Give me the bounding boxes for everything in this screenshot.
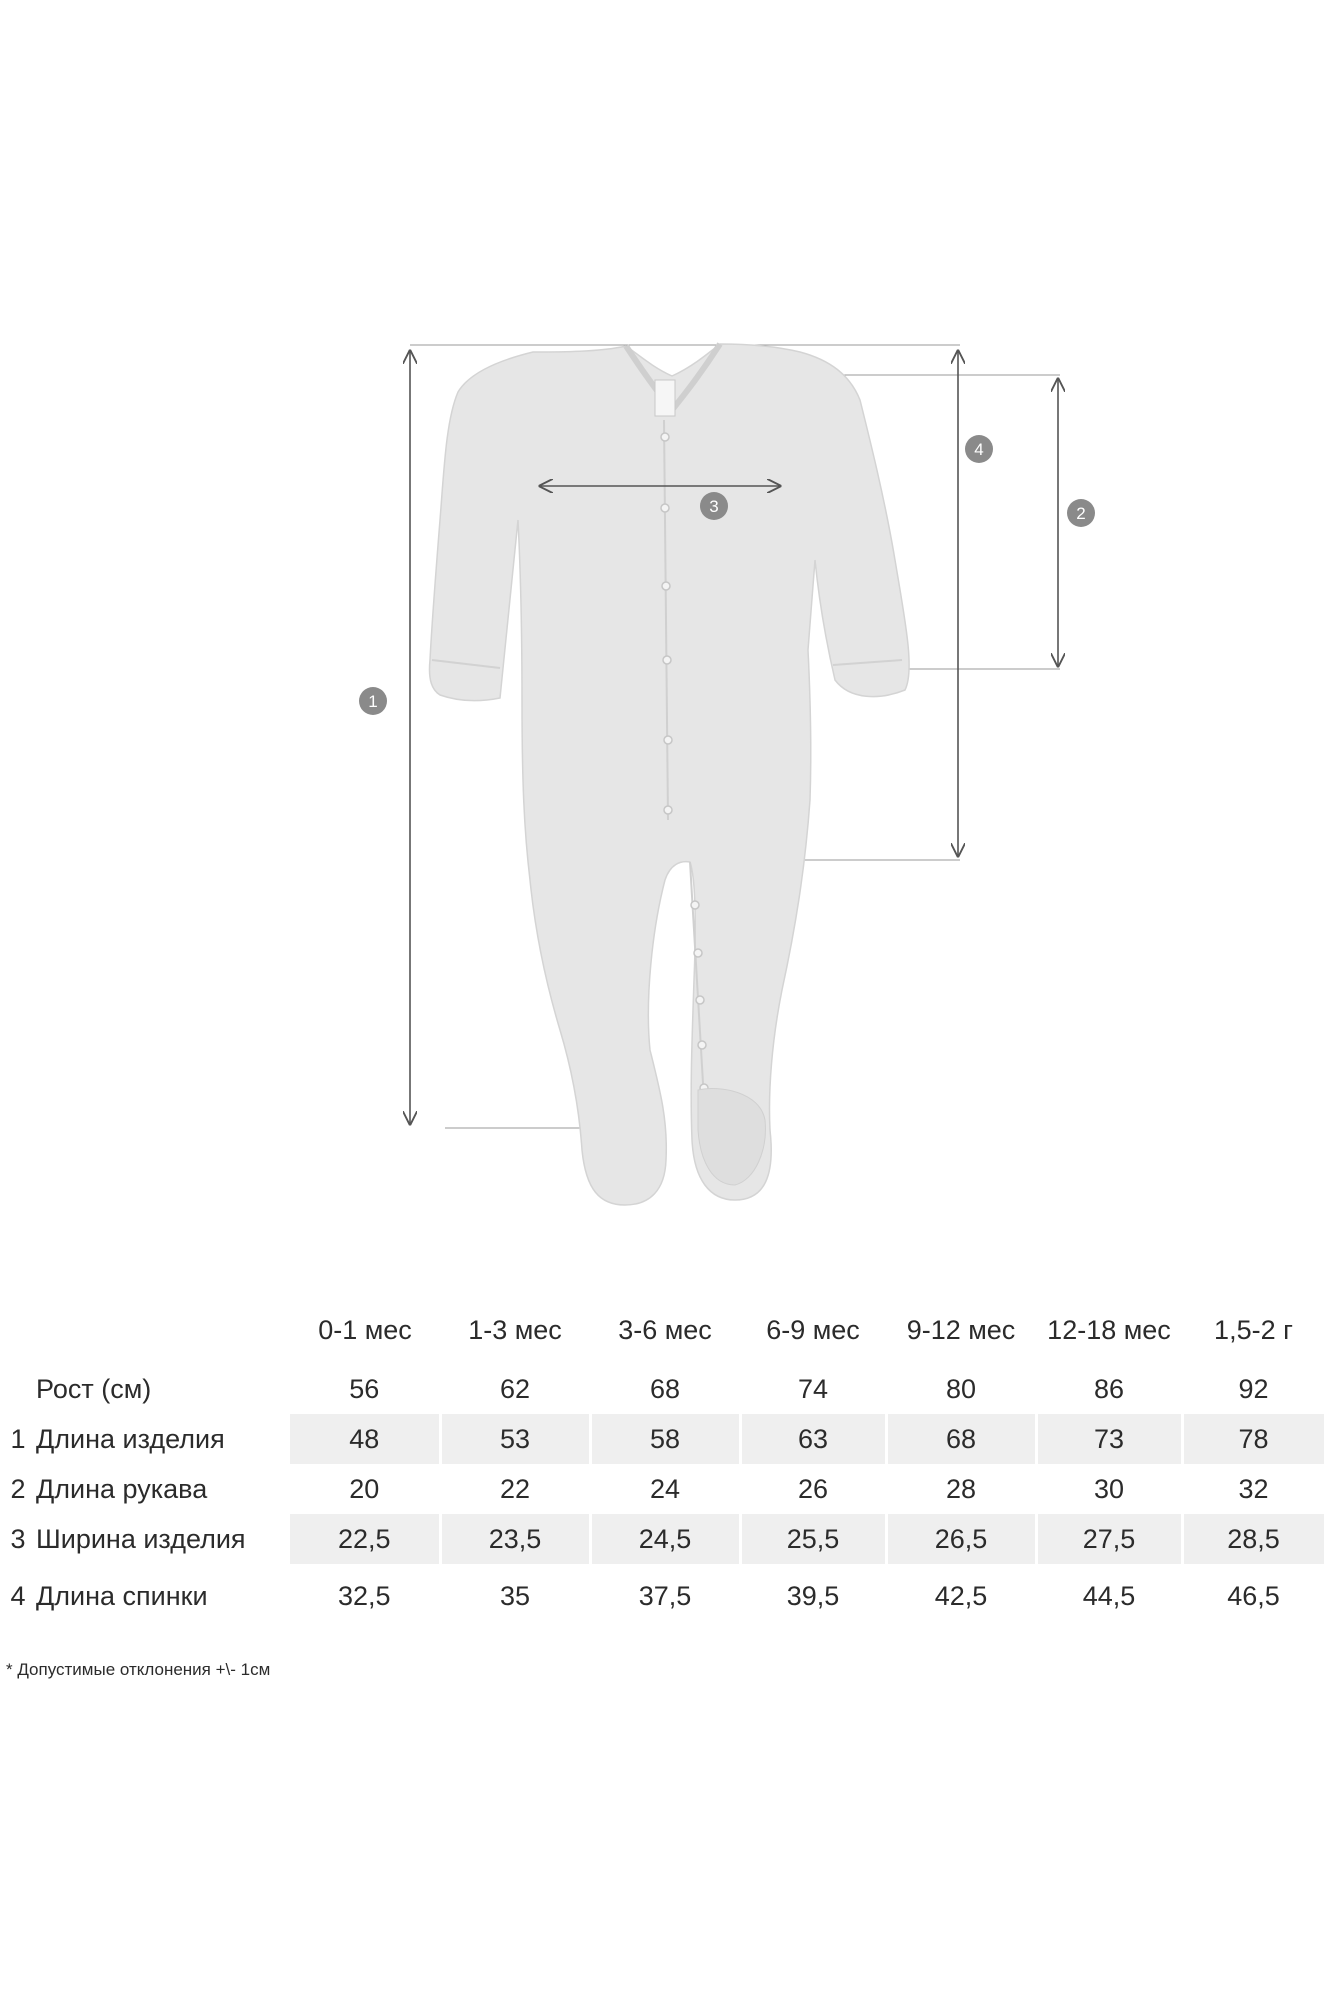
table-row-back-length (0, 1564, 1325, 1628)
marker-2 (1067, 499, 1095, 527)
garment-label-tag (655, 380, 675, 416)
table-cell: 86 (1036, 1364, 1182, 1414)
table-cell: 22 (440, 1464, 590, 1514)
table-row-width (0, 1514, 1325, 1564)
table-cell: 32,5 (290, 1564, 440, 1628)
size-column-header: 9-12 мес (906, 1314, 1016, 1345)
table-cell: 63 (740, 1414, 886, 1464)
size-column-header: 6-9 мес (766, 1314, 860, 1345)
table-cell: 25,5 (740, 1514, 886, 1564)
table-cell: 44,5 (1036, 1564, 1182, 1628)
table-cell: 20 (290, 1464, 440, 1514)
row-number: 1 (10, 1423, 26, 1454)
table-cell: 62 (440, 1364, 590, 1414)
row-label: Длина рукава (36, 1473, 208, 1504)
table-cell: 24 (590, 1464, 740, 1514)
row-label: Длина спинки (36, 1580, 208, 1611)
marker-2-label: 2 (1076, 504, 1086, 523)
table-cell: 74 (740, 1364, 886, 1414)
row-number: 3 (10, 1523, 26, 1554)
row-label: Рост (см) (36, 1373, 152, 1404)
table-cell: 27,5 (1036, 1514, 1182, 1564)
size-column-header: 1,5-2 г (1214, 1314, 1293, 1345)
table-row-height (0, 1364, 1325, 1414)
table-cell: 24,5 (590, 1514, 740, 1564)
table-cell: 73 (1036, 1414, 1182, 1464)
table-row-total-length (0, 1414, 1325, 1464)
marker-1-label: 1 (368, 692, 378, 711)
table-cell: 23,5 (440, 1514, 590, 1564)
table-cell: 56 (290, 1364, 440, 1414)
size-header-row (0, 1296, 1325, 1364)
row-number (0, 1364, 36, 1414)
marker-3-label: 3 (709, 497, 719, 516)
table-cell: 30 (1036, 1464, 1182, 1514)
table-cell: 46,5 (1182, 1564, 1325, 1628)
row-number: 2 (10, 1473, 26, 1504)
marker-4-label: 4 (974, 440, 984, 459)
sleepsuit-illustration (429, 344, 909, 1205)
header-blank-name (36, 1296, 290, 1364)
table-cell: 48 (290, 1414, 440, 1464)
table-cell: 78 (1182, 1414, 1325, 1464)
size-column-header: 12-18 мес (1047, 1314, 1171, 1345)
tolerance-footnote: * Допустимые отклонения +\- 1см (6, 1660, 271, 1679)
size-column-header: 0-1 мес (318, 1314, 412, 1345)
table-cell: 80 (886, 1364, 1036, 1414)
size-column-header: 3-6 мес (618, 1314, 712, 1345)
table-cell: 58 (590, 1414, 740, 1464)
table-cell: 39,5 (740, 1564, 886, 1628)
table-cell: 35 (440, 1564, 590, 1628)
sleepsuit-body (429, 344, 909, 1205)
table-cell: 28,5 (1182, 1514, 1325, 1564)
row-number: 4 (10, 1580, 26, 1611)
table-cell: 28 (886, 1464, 1036, 1514)
table-cell: 32 (1182, 1464, 1325, 1514)
table-cell: 26 (740, 1464, 886, 1514)
row-label: Ширина изделия (36, 1523, 246, 1554)
size-table (0, 1296, 1325, 1628)
table-cell: 42,5 (886, 1564, 1036, 1628)
row-label: Длина изделия (36, 1423, 225, 1454)
table-cell: 37,5 (590, 1564, 740, 1628)
size-column-header: 1-3 мес (468, 1314, 562, 1345)
table-row-sleeve-length (0, 1464, 1325, 1514)
table-cell: 53 (440, 1414, 590, 1464)
table-cell: 68 (886, 1414, 1036, 1464)
marker-1 (359, 687, 387, 715)
table-cell: 22,5 (290, 1514, 440, 1564)
table-cell: 92 (1182, 1364, 1325, 1414)
table-cell: 68 (590, 1364, 740, 1414)
table-cell: 26,5 (886, 1514, 1036, 1564)
marker-4 (965, 435, 993, 463)
header-blank-num (0, 1296, 36, 1364)
marker-3 (700, 492, 728, 520)
